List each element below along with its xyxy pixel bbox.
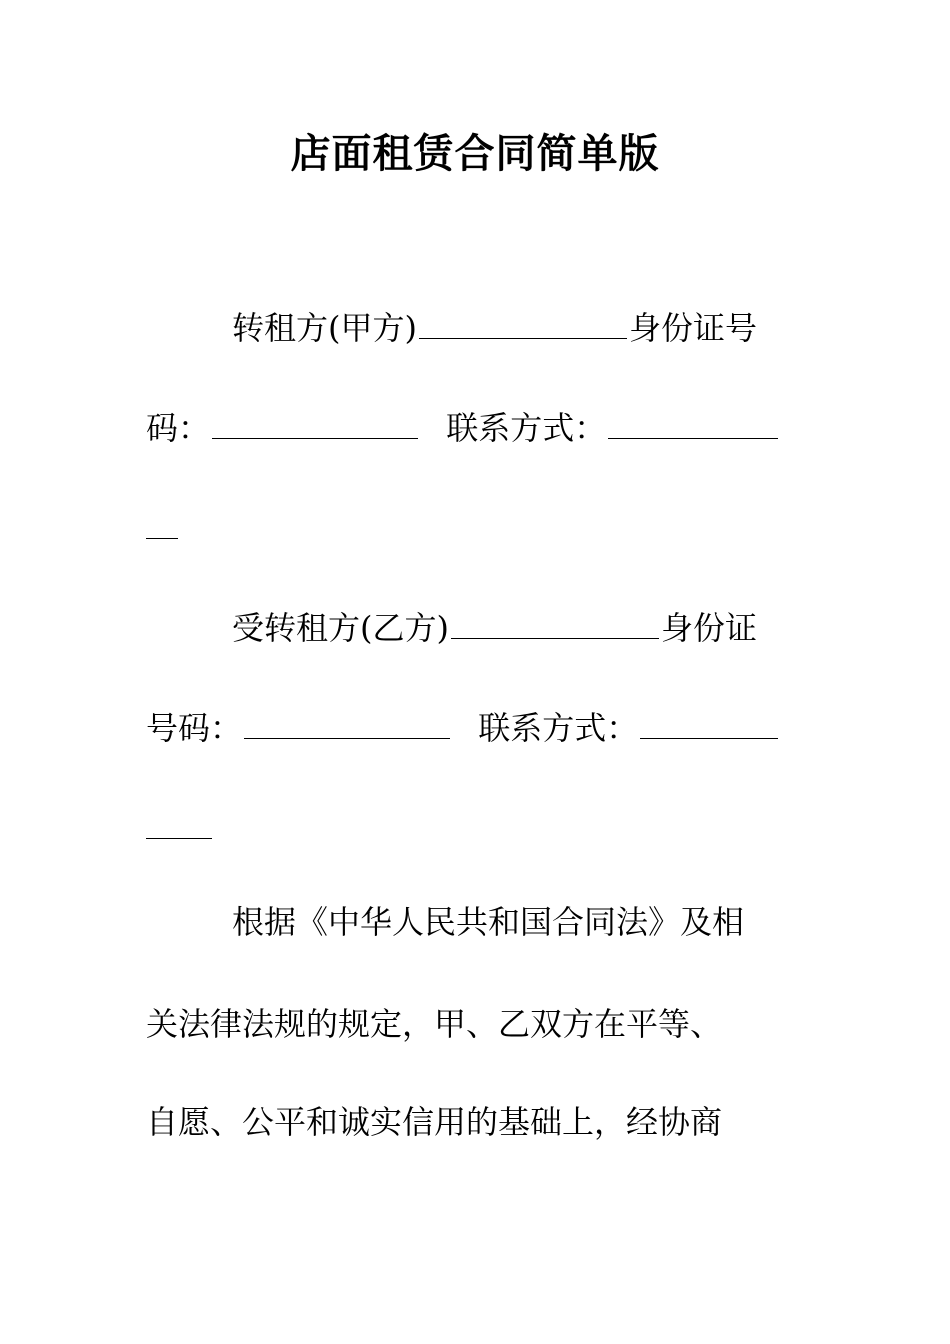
party-a-line-1 bbox=[232, 300, 796, 348]
party-a-line-2 bbox=[146, 400, 796, 448]
party-a-contact-label: 联系方式： bbox=[446, 409, 607, 447]
party-a-contact-blank-cont bbox=[146, 500, 178, 539]
party-a-id-blank bbox=[212, 400, 418, 439]
party-b-name-blank bbox=[451, 600, 659, 639]
body-line-3: 自愿、公平和诚实信用的基础上，经协商 bbox=[146, 1103, 723, 1141]
party-b-contact-blank-cont bbox=[146, 800, 212, 839]
party-b-id-label: 身份证 bbox=[660, 609, 757, 647]
party-b-line-1 bbox=[232, 600, 796, 648]
body-line-2: 关法律法规的规定，甲、乙双方在平等、 bbox=[146, 1005, 723, 1043]
party-b-id-blank bbox=[244, 700, 450, 739]
party-a-contact-blank bbox=[608, 400, 778, 439]
party-b-id-label-cont: 号码： bbox=[146, 709, 243, 747]
party-b-contact-label: 联系方式： bbox=[478, 709, 639, 747]
document-title: 店面租赁合同简单版 bbox=[290, 130, 660, 177]
party-b-contact-blank bbox=[640, 700, 778, 739]
party-a-id-label-cont: 码： bbox=[146, 409, 211, 447]
party-b-line-3 bbox=[146, 800, 796, 848]
party-b-label: 受转租方(乙方) bbox=[232, 609, 449, 647]
party-a-name-blank bbox=[419, 300, 627, 339]
party-b-line-2 bbox=[146, 700, 796, 748]
party-a-line-3 bbox=[146, 500, 796, 548]
party-a-id-label: 身份证号 bbox=[628, 309, 757, 347]
party-a-label: 转租方(甲方) bbox=[232, 309, 417, 347]
body-line-1: 根据《中华人民共和国合同法》及相 bbox=[232, 903, 745, 941]
